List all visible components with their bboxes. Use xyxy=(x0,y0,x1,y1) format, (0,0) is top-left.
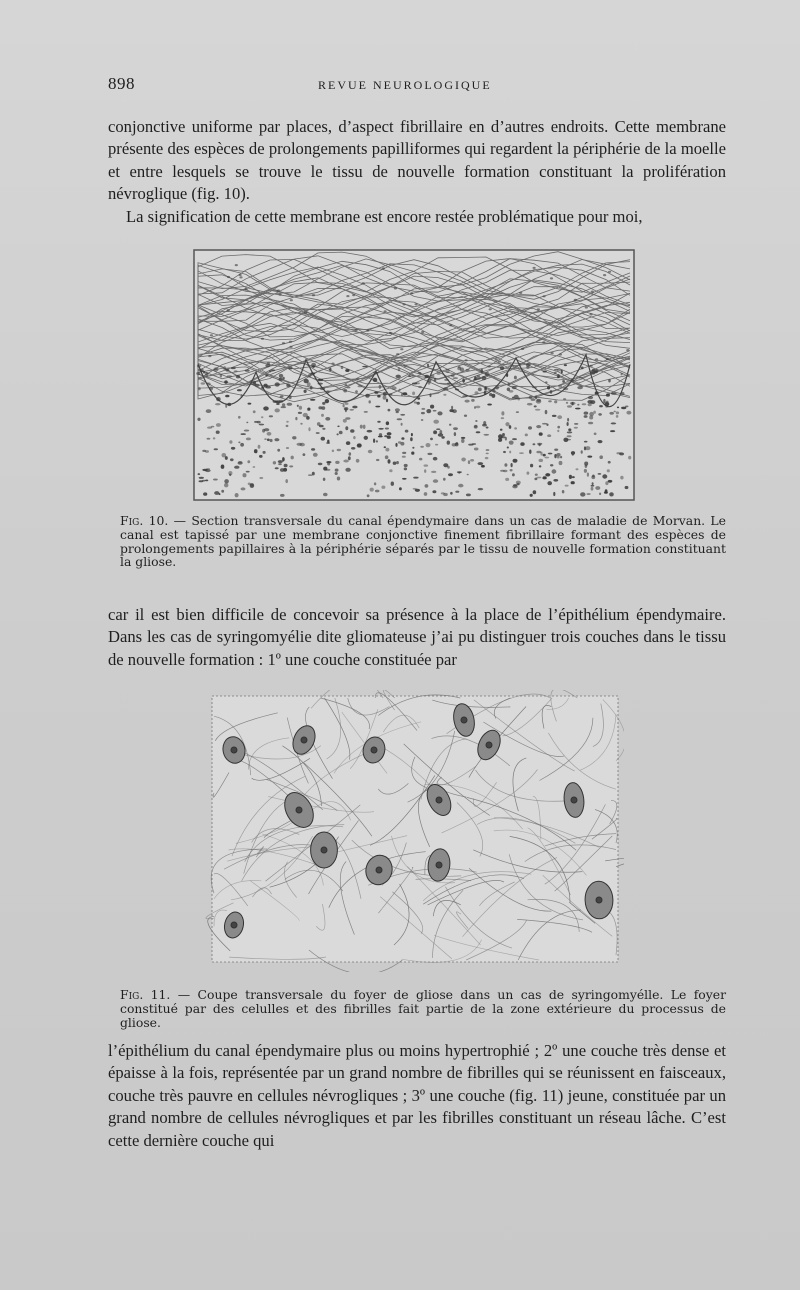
page-number: 898 xyxy=(108,74,135,93)
paragraph: La signification de cette membrane est encore restée problématique pour moi, xyxy=(126,206,643,226)
body-text-middle xyxy=(108,604,726,671)
figure-10-caption xyxy=(120,514,726,569)
paragraph: car il est bien difficile de concevoir sa présence à la place de l’épithélium épendymaire. Dans les cas de syringomyélie dite gliomateuse j’ai pu distinguer trois couches dans le tissu de nouvelle formation : 1º une couche constituée par xyxy=(108,605,726,669)
histology-drawing-canal xyxy=(186,244,642,506)
caption-text: Coupe transversale du foyer de gliose dans un cas de syringomyélle. Le foyer constitué par des celulles et des fibrilles fait partie de la zone extérieure du processus de gliose. xyxy=(120,987,726,1030)
paragraph: l’épithélium du canal épendymaire plus ou moins hypertrophié ; 2º une couche très dense et épaisse à la fois, représentée par un grand nombre de fibrilles qui se réunissent en faisceaux, couche très pauvre en cellules névrogliques ; 3º une couche (fig. 11) jeune, constituée par un grand nombre de cellules névrogliques et par les fibrilles constituant un réseau lâche. C’est cette dernière couche qui xyxy=(108,1041,726,1150)
body-text-bottom xyxy=(108,1040,726,1152)
histology-drawing-gliosis xyxy=(204,690,624,972)
figure-label: Fig. 10. — xyxy=(120,513,186,528)
figure-label: Fig. 11. — xyxy=(120,987,191,1002)
caption-text: Section transversale du canal épendymaire dans un cas de maladie de Morvan. Le canal est tapissé par une membrane conjonctive finement fibrillaire formant des espèces de prolongements papillaires à la périphérie séparés par le tissu de nouvelle formation constituant la gliose. xyxy=(120,513,726,570)
paragraph: conjonctive uniforme par places, d’aspect fibrillaire en d’autres endroits. Cette membrane présente des espèces de prolongements papilliformes qui regardent la périphérie de la moelle et entre lesquels se trouve le tissu de nouvelle formation constituant la prolifération névroglique (fig. 10). xyxy=(108,117,726,204)
running-head: REVUE NEUROLOGIQUE xyxy=(318,78,492,92)
figure-10-illustration xyxy=(186,244,642,506)
page-header xyxy=(108,74,728,98)
figure-11-illustration xyxy=(204,690,624,972)
figure-11-caption xyxy=(120,988,726,1029)
body-text-top xyxy=(108,116,726,228)
